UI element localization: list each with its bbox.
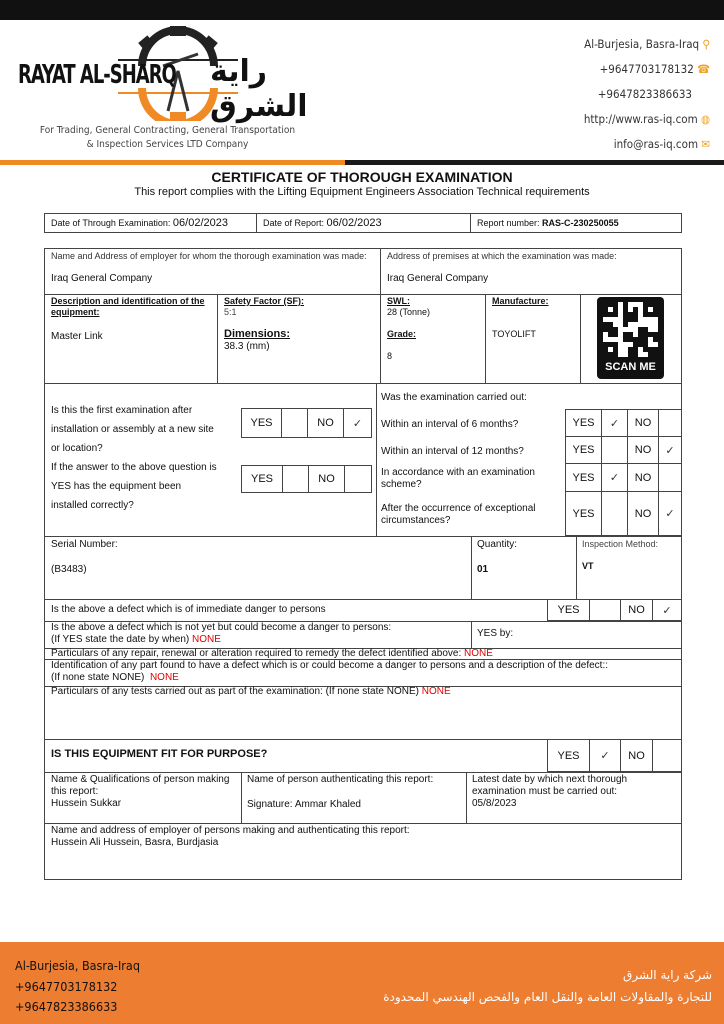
installed-no-box[interactable] [344, 465, 372, 493]
yes-label: YES [565, 436, 602, 464]
installed-yes-label: YES [241, 465, 283, 493]
tests-label: Particulars of any tests carried out as part of the examination: (If none state NONE) [51, 686, 419, 697]
immediate-yes-box[interactable] [589, 599, 621, 621]
q-line: Is the above a defect which is not yet but could become a danger to persons: [51, 622, 392, 633]
contact-phone-2 [584, 82, 710, 107]
logo-text-en: RAYAT AL-SHARQ [18, 58, 176, 90]
header-divider-orange [0, 160, 345, 165]
first-exam-no-label: NO [307, 408, 344, 438]
footer-contacts [15, 956, 140, 1018]
footer-arabic [383, 964, 712, 1008]
tagline [0, 124, 335, 152]
yes-label: YES [547, 739, 590, 772]
footer-arabic-line-2: للتجارة والمقاولات العامة والنقل العام والفحص الهندسي المحدودة [383, 990, 712, 1004]
footer-arabic-line-1: شركة راية الشرق [623, 968, 712, 982]
footer-phone-2: +9647823386633 [15, 999, 118, 1014]
scheme-no-box[interactable] [658, 463, 682, 492]
label: Date of Report: [263, 218, 325, 228]
immediate-danger-question: Is the above a defect which is of immediate danger to persons [51, 604, 326, 615]
first-exam-question [51, 401, 217, 515]
interval-6-months-question: Within an interval of 6 months? [381, 419, 519, 430]
contact-text: +9647703178132 [599, 62, 694, 76]
dimensions-value: 38.3 (mm) [224, 341, 270, 352]
identification-row [51, 660, 608, 684]
info-row [44, 213, 682, 233]
next-exam-label: Latest date by which next thorough examination must be carried out: [472, 774, 628, 797]
next-exam-cell [472, 774, 652, 810]
q-line: YES has the equipment been [51, 481, 182, 492]
maker-value: Hussein Sukkar [51, 798, 122, 809]
future-danger-question [51, 622, 391, 646]
grade-value: 8 [387, 351, 393, 361]
manufacture-label: Manufacture: [492, 296, 549, 306]
fit-for-purpose-label: IS THIS EQUIPMENT FIT FOR PURPOSE? [51, 748, 268, 760]
q-line: If the answer to the above question is [51, 462, 217, 473]
contact-list [584, 32, 710, 157]
contact-text: +9647823386633 [597, 87, 692, 101]
label: Name and address of employer of persons making and authenticating this report: [51, 825, 410, 836]
qr-code-icon [603, 302, 658, 357]
yes-label: YES [565, 409, 602, 437]
first-exam-no-box[interactable]: ✓ [343, 408, 372, 438]
q-line: or location? [51, 443, 103, 454]
inspection-method-value: VT [582, 561, 594, 571]
contact-phone-1 [584, 57, 710, 82]
qr-code[interactable] [597, 297, 664, 379]
inspection-method-label: Inspection Method: [582, 539, 659, 549]
maker-label: Name & Qualifications of person making this report: [51, 774, 230, 797]
yes-label: YES [565, 491, 602, 536]
safety-factor-label: Safety Factor (SF): [224, 296, 305, 306]
authenticator-label: Name of person authenticating this report: [247, 774, 434, 785]
q-line: installed correctly? [51, 500, 134, 511]
scan-me-label: SCAN ME [605, 361, 656, 373]
logo-text-ar: راية الشرق [210, 54, 308, 124]
exam-scheme-question: In accordance with an examination scheme? [381, 467, 535, 490]
immediate-no-box[interactable]: ✓ [652, 599, 682, 621]
employer-value: Iraq General Company [51, 273, 153, 284]
fit-no-box[interactable] [652, 739, 682, 772]
no-label: NO [627, 409, 659, 437]
installed-no-label: NO [308, 465, 345, 493]
page-title: CERTIFICATE OF THOROUGH EXAMINATION [211, 169, 513, 185]
report-date [263, 218, 382, 229]
premises-label: Address of premises at which the examination was made: [387, 251, 617, 261]
maker-cell [51, 774, 231, 810]
premises-value: Iraq General Company [387, 273, 489, 284]
no-label: NO [627, 491, 659, 536]
swl-label: SWL: [387, 296, 410, 306]
exam-date [51, 218, 228, 229]
subtitle: This report complies with the Lifting Equipment Engineers Association Technical requirements [134, 186, 590, 198]
label: Report number: [477, 218, 540, 228]
contact-email[interactable] [584, 132, 710, 157]
value: 06/02/2023 [326, 217, 382, 229]
exceptional-yes-box[interactable] [601, 491, 628, 536]
value: RAS-C-230250055 [542, 218, 619, 228]
first-exam-yes-label: YES [241, 408, 282, 438]
interval-6-no-box[interactable] [658, 409, 682, 437]
tests-row [51, 686, 451, 698]
none-value: NONE [464, 648, 493, 659]
scheme-yes-box[interactable]: ✓ [601, 463, 628, 492]
value: Hussein Ali Hussein, Basra, Burdjasia [51, 837, 219, 848]
none-value: NONE [421, 686, 451, 697]
safety-factor-value: 5:1 [224, 307, 237, 317]
header-divider-black [345, 160, 724, 165]
none-value: NONE [149, 672, 179, 683]
value: 06/02/2023 [172, 217, 228, 229]
exceptional-no-box[interactable]: ✓ [658, 491, 682, 536]
report-number [477, 218, 619, 229]
serial-label: Serial Number: [51, 539, 118, 550]
q-line: (If YES state the date by when) [51, 634, 190, 645]
yes-by-label: YES by: [477, 628, 514, 639]
q-line: Is this the first examination after [51, 405, 193, 416]
first-exam-yes-box[interactable] [281, 408, 308, 438]
email-icon: ✉ [701, 137, 710, 151]
footer-phone-1: +9647703178132 [15, 978, 118, 994]
repair-label: Particulars of any repair, renewal or alteration required to remedy the defect identified above: [51, 648, 462, 659]
quantity-label: Quantity: [477, 539, 518, 550]
tagline-line-1: For Trading, General Contracting, General Transportation [39, 125, 296, 136]
no-label: NO [627, 463, 659, 492]
dimensions-label: Dimensions: [224, 328, 291, 340]
exceptional-question: After the occurrence of exceptional circumstances? [381, 503, 536, 526]
website-link[interactable]: http://www.ras-iq.com [583, 112, 698, 126]
contact-text: Al-Burjesia, Basra-Iraq [584, 37, 700, 51]
certificate-table [44, 248, 682, 880]
label: Date of Through Examination: [51, 218, 171, 228]
contact-address [584, 32, 710, 57]
authenticator-signature: Signature: Ammar Khaled [247, 799, 361, 810]
q-line: installation or assembly at a new site [51, 424, 214, 435]
q-line: (If none state NONE) [51, 672, 145, 683]
quantity-value: 01 [477, 564, 489, 575]
interval-12-yes-box[interactable] [601, 436, 628, 464]
employer-of-persons [51, 825, 410, 849]
installed-yes-box[interactable] [282, 465, 309, 493]
location-pin-icon: ⚲ [702, 37, 710, 51]
no-label: NO [627, 436, 659, 464]
interval-12-no-box[interactable]: ✓ [658, 436, 682, 464]
yes-label: YES [565, 463, 602, 492]
phone-icon: ☎ [697, 62, 710, 76]
carried-out-label: Was the examination carried out: [381, 392, 527, 403]
email-link[interactable]: info@ras-iq.com [613, 137, 699, 151]
manufacture-value: TOYOLIFT [492, 329, 536, 339]
swl-value: 28 (Tonne) [387, 307, 431, 317]
none-value: NONE [192, 634, 221, 645]
no-label: NO [620, 599, 653, 621]
yes-label: YES [547, 599, 590, 621]
q-line: Identification of any part found to have a defect which is or could become a danger to persons and a description of the defect:: [51, 660, 609, 671]
interval-12-months-question: Within an interval of 12 months? [381, 446, 524, 457]
globe-icon: ◍ [700, 112, 710, 126]
description-value: Master Link [51, 331, 103, 342]
interval-6-yes-box[interactable]: ✓ [601, 409, 628, 437]
fit-yes-box[interactable]: ✓ [589, 739, 621, 772]
next-exam-date: 05/8/2023 [472, 798, 517, 809]
contact-website[interactable] [584, 107, 710, 132]
description-label: Description and identification of the equipment: [51, 296, 205, 317]
top-bar [0, 0, 724, 20]
employer-label: Name and Address of employer for whom the thorough examination was made: [51, 251, 367, 261]
tagline-line-2: & Inspection Services LTD Company [86, 139, 249, 150]
footer-address: Al-Burjesia, Basra-Iraq [15, 958, 140, 973]
grade-label: Grade: [387, 329, 417, 339]
footer [0, 942, 724, 1024]
serial-value: (B3483) [51, 564, 87, 575]
no-label: NO [620, 739, 653, 772]
